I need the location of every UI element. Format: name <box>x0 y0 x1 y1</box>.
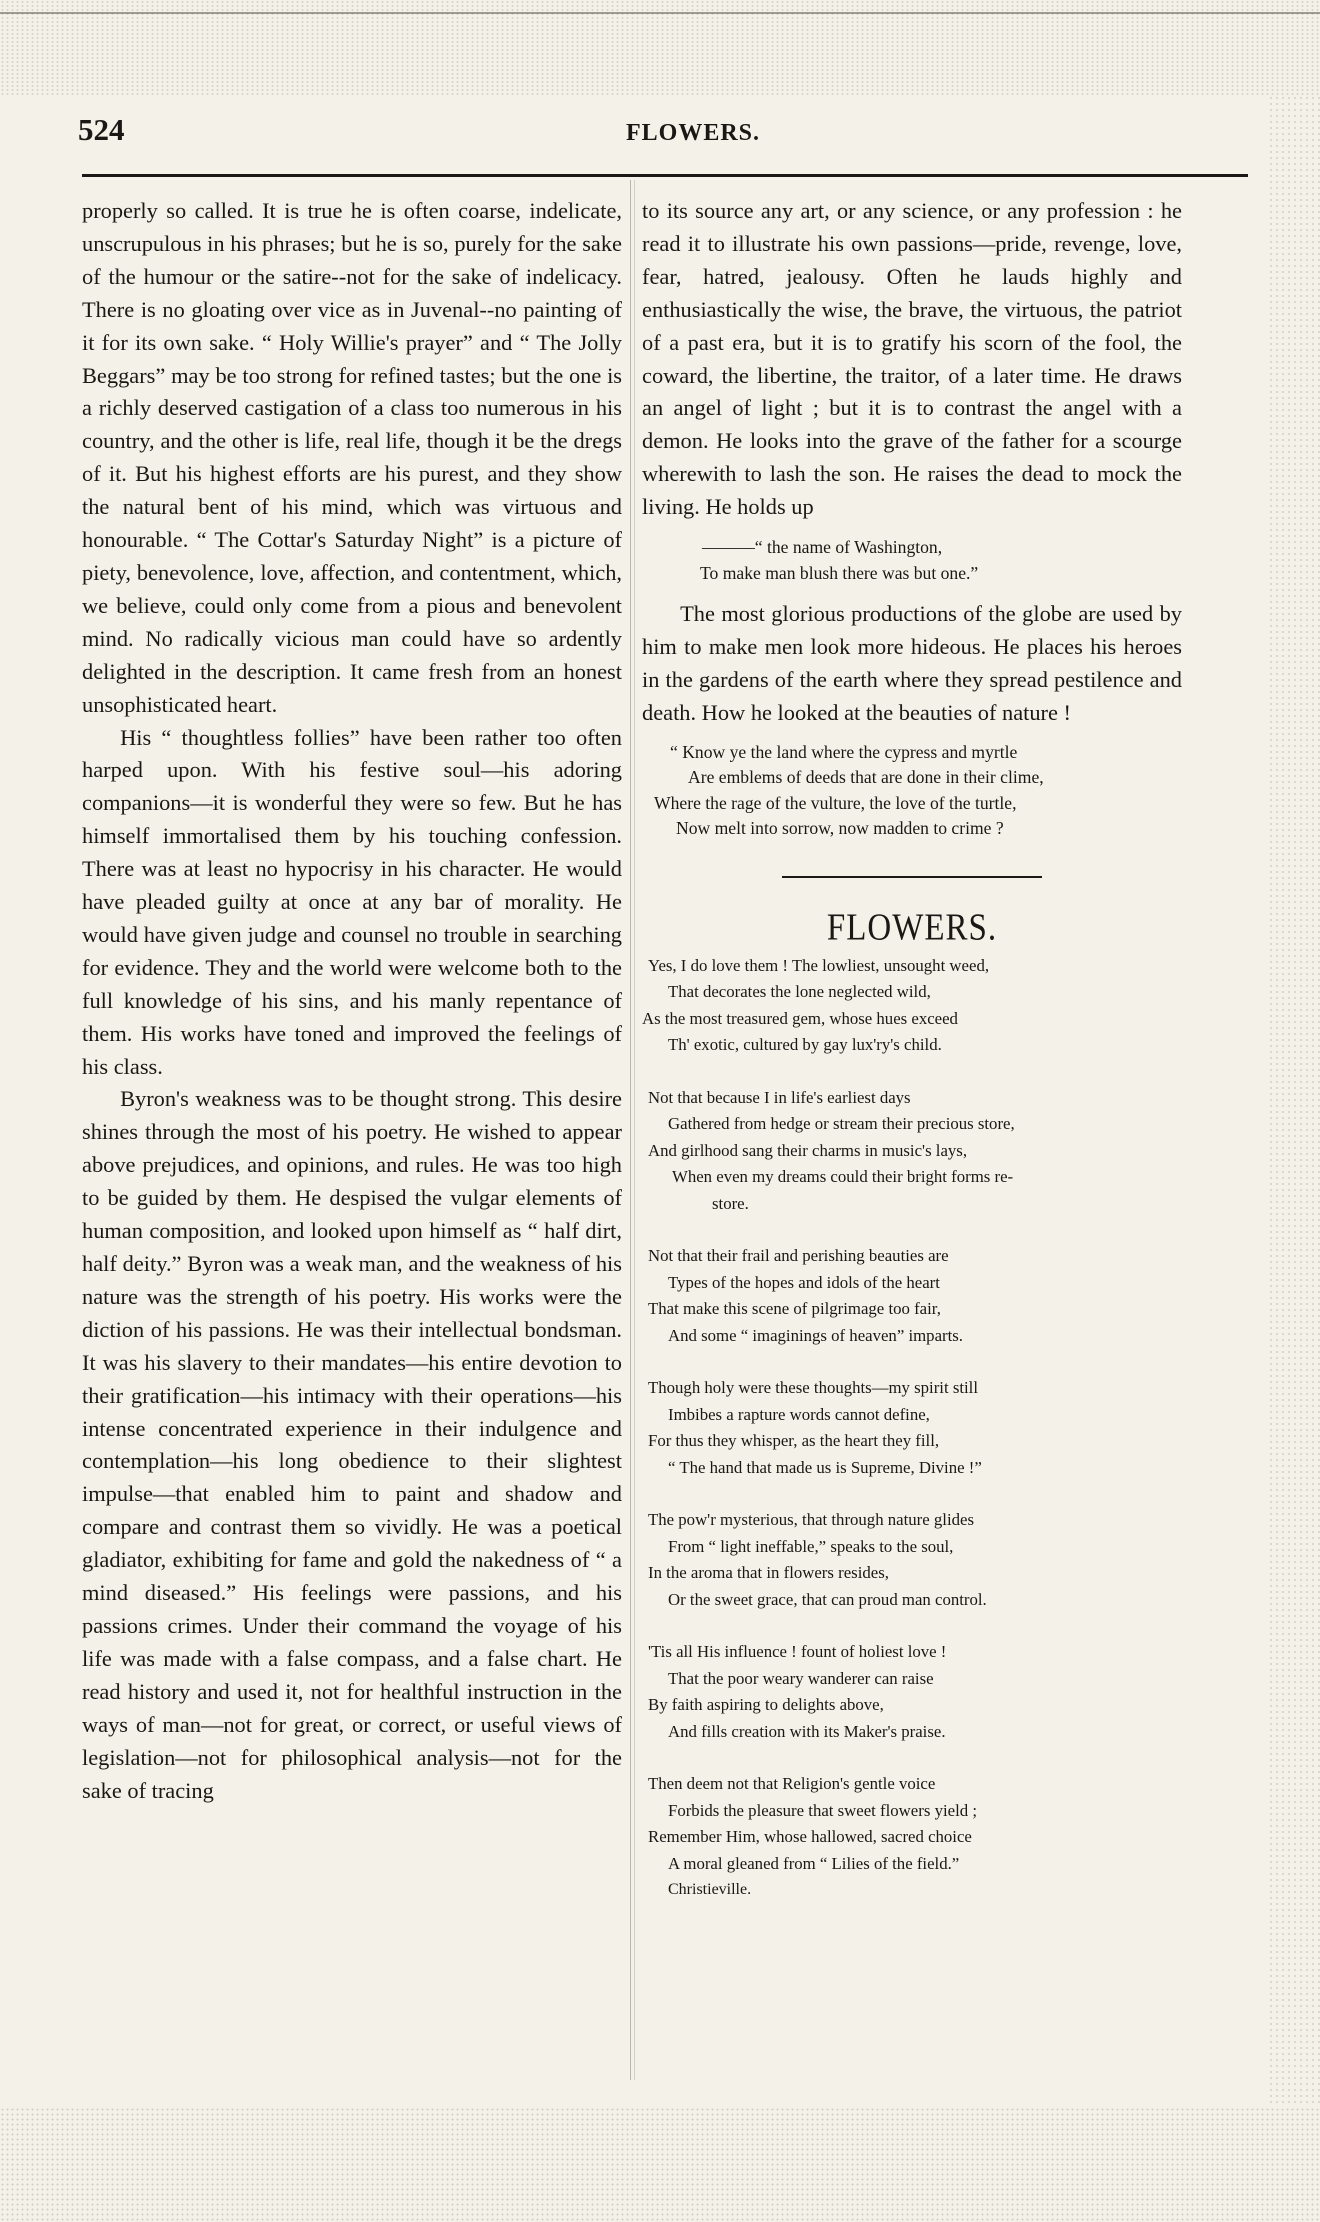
scan-noise-right <box>1268 95 1320 2107</box>
poem-line: From “ light ineffable,” speaks to the soul, <box>668 1536 954 1556</box>
column-divider-shadow <box>634 180 635 2080</box>
poem-line: Forbids the pleasure that sweet flowers yield ; <box>668 1800 977 1820</box>
poem-line: Types of the hopes and idols of the heart <box>668 1272 940 1292</box>
poem-line: Imbibes a rapture words cannot define, <box>668 1404 930 1424</box>
quote-line: Now melt into sorrow, now madden to crime ? <box>676 818 1004 839</box>
poem-stanza <box>642 1507 1182 1613</box>
poem-line: And some “ imaginings of heaven” imparts. <box>668 1325 963 1345</box>
scan-noise-top <box>0 0 1320 95</box>
page-header <box>78 112 1248 156</box>
right-column <box>642 195 1182 1904</box>
poem-stanza <box>642 1639 1182 1745</box>
poem-line: That make this scene of pilgrimage too fair, <box>648 1299 941 1319</box>
poem-line: Not that because I in life's earliest days <box>648 1087 911 1107</box>
poem-line: Remember Him, whose hallowed, sacred choice <box>648 1827 972 1847</box>
poem-title: FLOWERS. <box>826 906 998 949</box>
quote-line: Are emblems of deeds that are done in their clime, <box>688 767 1044 788</box>
poem-signature: Christieville. <box>668 1881 752 1899</box>
poem-stanza <box>642 1085 1182 1218</box>
poem-line: 'Tis all His influence ! fount of holiest love ! <box>648 1642 947 1662</box>
block-quote-washington <box>642 534 1182 586</box>
paragraph: The most glorious productions of the globe are used by him to make men look more hideous. He places his heroes in the gardens of the earth where they spread pestilence and death. How he looked at the beauties of nature ! <box>642 601 1182 725</box>
poem <box>642 953 1182 1904</box>
poem-line: When even my dreams could their bright forms re- <box>672 1167 1014 1187</box>
quote-line: Where the rage of the vulture, the love of the turtle, <box>654 792 1017 813</box>
block-quote-byron <box>642 740 1182 842</box>
poem-stanza <box>642 1243 1182 1349</box>
running-title: FLOWERS. <box>626 120 761 146</box>
paragraph: properly so called. It is true he is often coarse, indelicate, unscrupulous in his phrases; but he is so, purely for the sake of the humour or the satire--not for the sake of indelicacy. There is no gloating over vice as in Juvenal--no painting of it for its own sake. “ Holy Willie's prayer” and “ The Jolly Beggars” may be too strong for refined tastes; but the one is a richly deserved castigation of a class too numerous in his country, and the other is life, real life, though it be the dregs of it. But his highest efforts are his purest, and they show the natural bent of his mind, which was virtuous and honourable. “ The Cottar's Saturday Night” is a picture of piety, benevolence, love, affection, and contentment, which, we believe, could only come from a pious and benevolent mind. No radically vicious man could have so ardently delighted in the description. It came fresh from an honest unsophisticated heart. <box>82 198 622 717</box>
poem-line: That decorates the lone neglected wild, <box>668 982 931 1002</box>
left-column <box>82 195 622 1807</box>
poem-line: In the aroma that in flowers resides, <box>648 1563 889 1583</box>
scan-noise-bottom <box>0 2107 1320 2222</box>
poem-stanza <box>642 1375 1182 1481</box>
poem-line: And fills creation with its Maker's praise. <box>668 1721 946 1741</box>
poem-line: Then deem not that Religion's gentle voice <box>648 1774 936 1794</box>
poem-line: For thus they whisper, as the heart they fill, <box>648 1431 940 1451</box>
poem-line: That the poor weary wanderer can raise <box>668 1668 934 1688</box>
poem-line: store. <box>712 1193 749 1213</box>
section-divider <box>782 876 1042 878</box>
quote-line: ———“ the name of Washington, <box>702 537 943 558</box>
poem-line: As the most treasured gem, whose hues exceed <box>642 1008 958 1028</box>
column-divider <box>630 180 631 2080</box>
header-rule <box>82 174 1248 177</box>
paragraph: His “ thoughtless follies” have been rather too often harped upon. With his festive soul—his adoring companions—it is wonderful they were so few. But he has himself immortalised them by his touching confession. There was at least no hypocrisy in his character. He would have pleaded guilty at once at any bar of morality. He would have given judge and counsel no trouble in searching for evidence. They and the world were welcome both to the full knowledge of his sins, and his manly repentance of them. His works have toned and improved the feelings of his class. <box>82 724 622 1079</box>
poem-line: Th' exotic, cultured by gay lux'ry's child. <box>668 1035 942 1055</box>
poem-stanza <box>642 953 1182 1059</box>
paragraph: to its source any art, or any science, or any profession : he read it to illustrate his own passions—pride, revenge, love, fear, hatred, jealousy. Often he lauds highly and enthusiastically the wise, the brave, the virtuous, the patriot of a past era, but it is to gratify his scorn of the fool, the coward, the libertine, the traitor, of a later time. He draws an angel of light ; but it is to contrast the angel with a demon. He looks into the grave of the father for a scourge wherewith to lash the son. He raises the dead to mock the living. He holds up <box>642 198 1182 520</box>
poem-line: And girlhood sang their charms in music's lays, <box>648 1140 968 1160</box>
poem-line: By faith aspiring to delights above, <box>648 1695 884 1715</box>
top-rule <box>0 12 1320 14</box>
quote-line: To make man blush there was but one.” <box>700 563 979 584</box>
poem-line: Or the sweet grace, that can proud man control. <box>668 1589 987 1609</box>
paragraph: Byron's weakness was to be thought strong. This desire shines through the most of his poetry. He wished to appear above prejudices, and opinions, and rules. He was too high to be guided by them. He despised the vulgar elements of human composition, and looked upon himself as “ half dirt, half deity.” Byron was a weak man, and the weakness of his nature was the strength of his poetry. His works were the diction of his passions. He was their intellectual bondsman. It was his slavery to their mandates—his entire devotion to their gratification—his intimacy with their operations—his intense concentrated experience in their indulgence and contemplation—his long obedience to their slightest impulse—that enabled him to paint and shadow and compare and contrast them so vividly. He was a poetical gladiator, exhibiting for fame and gold the nakedness of “ a mind diseased.” His feelings were passions, and his passions crimes. Under their command the voyage of his life was made with a false compass, and a false chart. He read history and used it, not for healthful instruction in the ways of man—not for great, or correct, or useful views of legislation—not for philosophical analysis—not for the sake of tracing <box>82 1086 622 1803</box>
page-number: 524 <box>78 112 125 147</box>
poem-stanza <box>642 1771 1182 1877</box>
poem-line: “ The hand that made us is Supreme, Divine !” <box>668 1457 982 1477</box>
poem-line: Gathered from hedge or stream their precious store, <box>668 1114 1015 1134</box>
poem-line: Not that their frail and perishing beauties are <box>648 1246 949 1266</box>
quote-line: “ Know ye the land where the cypress and myrtle <box>670 741 1018 762</box>
poem-line: A moral gleaned from “ Lilies of the field.” <box>668 1853 960 1873</box>
poem-line: The pow'r mysterious, that through nature glides <box>648 1510 974 1530</box>
poem-line: Yes, I do love them ! The lowliest, unsought weed, <box>648 955 990 975</box>
poem-line: Though holy were these thoughts—my spirit still <box>648 1378 979 1398</box>
